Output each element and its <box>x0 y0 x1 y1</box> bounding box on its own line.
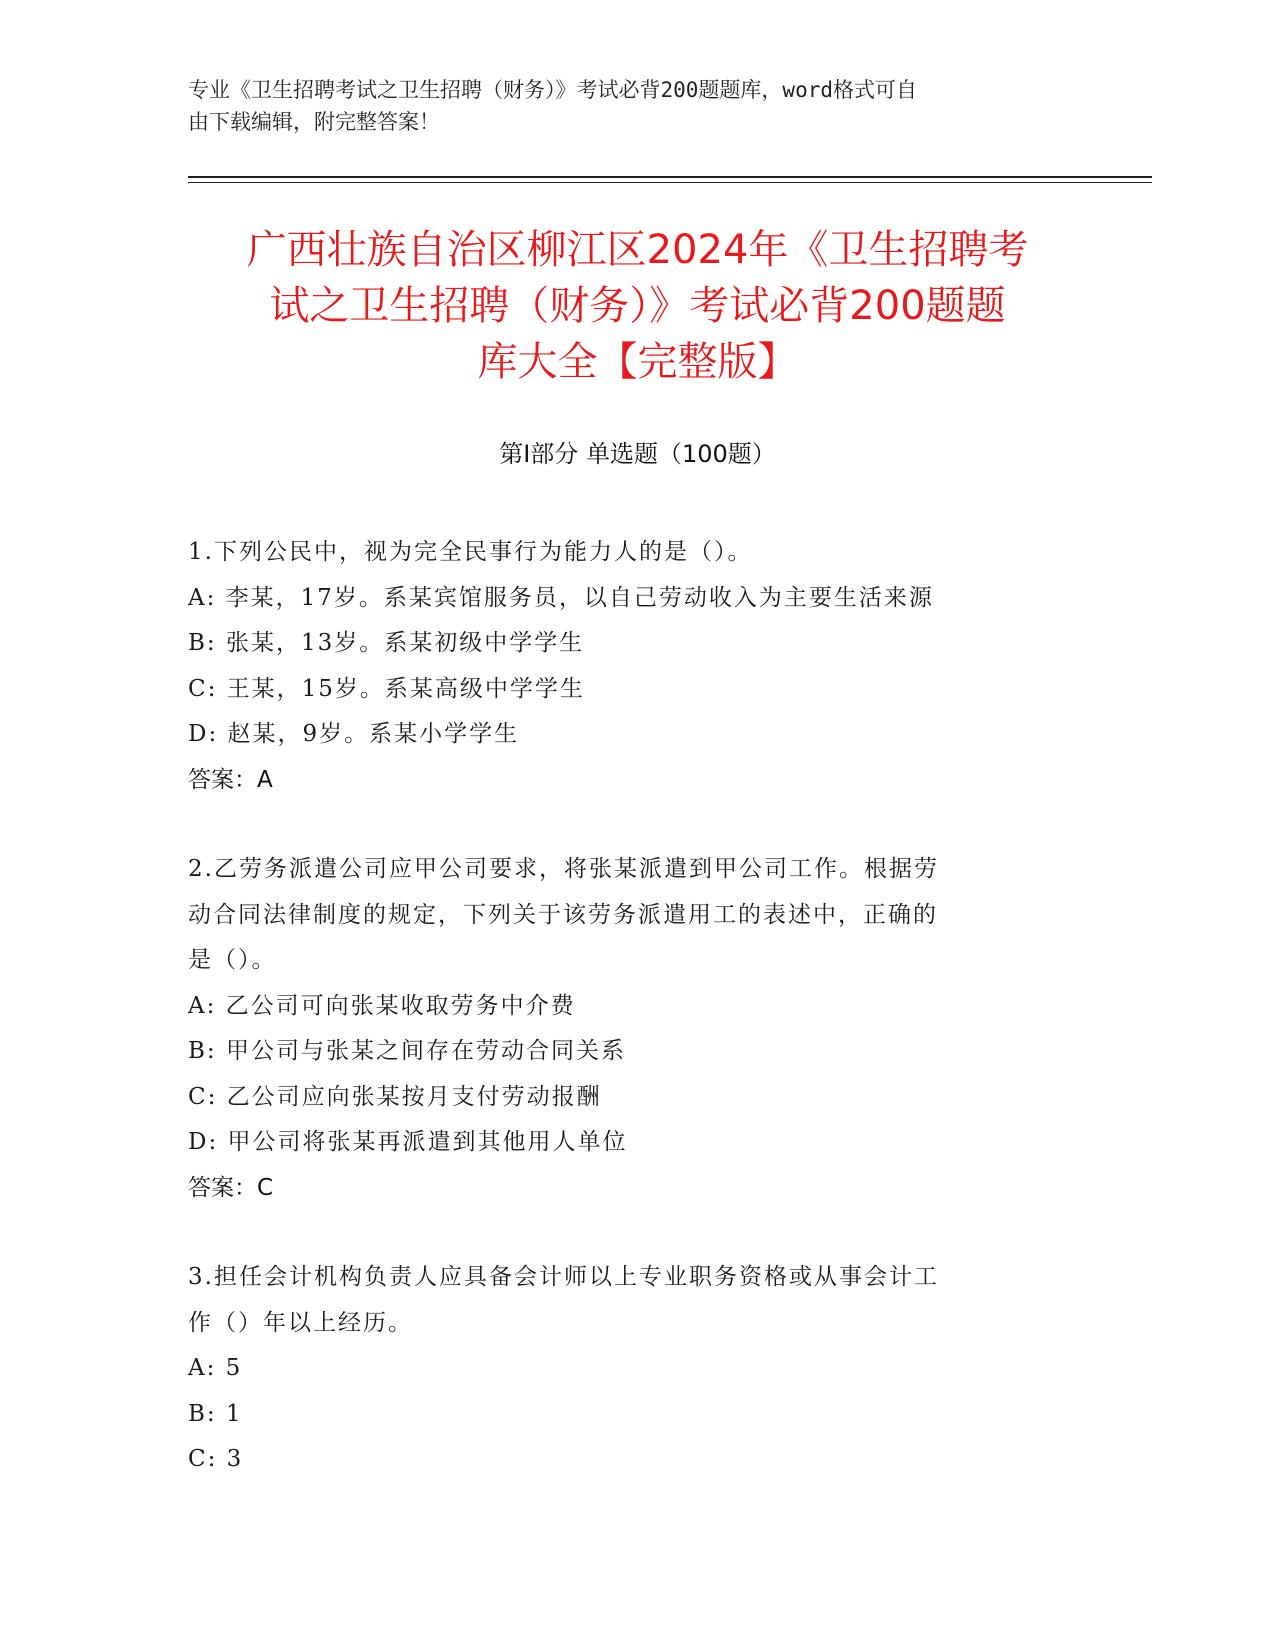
option-c: C: 王某，15岁。系某高级中学学生 <box>188 675 585 702</box>
option-a: A: 李某，17岁。系某宾馆服务员，以自己劳动收入为主要生活来源 <box>188 584 934 611</box>
question-stem: 1.下列公民中，视为完全民事行为能力人的是（）。 <box>188 539 753 565</box>
option-d: D: 甲公司将张某再派遣到其他用人单位 <box>188 1129 628 1155</box>
option-d: D: 赵某，9岁。系某小学学生 <box>188 721 520 747</box>
title-line-1: 广西壮族自治区柳江区2024年《卫生招聘考 <box>246 227 1029 273</box>
question-stem-line-1: 2.乙劳务派遣公司应甲公司要求，将张某派遣到甲公司工作。根据劳 <box>188 856 939 882</box>
question-list <box>188 530 1068 1527</box>
header-note-line-1: 专业《卫生招聘考试之卫生招聘（财务）》考试必背200题题库，word格式可自 <box>188 78 917 102</box>
answer-label: 答案：C <box>188 1174 274 1201</box>
header-divider-thick <box>188 176 1152 178</box>
header-note-line-2: 由下载编辑，附完整答案！ <box>188 110 440 134</box>
title-line-2: 试之卫生招聘（财务）》考试必背200题题 <box>269 283 1006 329</box>
option-b: B: 张某，13岁。系某初级中学学生 <box>188 630 585 656</box>
question-1 <box>188 530 1068 803</box>
header-divider-thin <box>188 182 1152 183</box>
option-b: B: 甲公司与张某之间存在劳动合同关系 <box>188 1038 626 1064</box>
document-header-note <box>188 74 1068 138</box>
question-stem-line-2: 作（）年以上经历。 <box>188 1309 413 1336</box>
title-line-3: 库大全【完整版】 <box>477 339 798 385</box>
question-stem-line-1: 3.担任会计机构负责人应具备会计师以上专业职务资格或从事会计工 <box>188 1264 939 1290</box>
document-title <box>170 222 1105 390</box>
answer-label: 答案：A <box>188 766 273 793</box>
option-a: A: 5 <box>188 1355 243 1381</box>
question-2 <box>188 847 1068 1211</box>
question-stem-line-3: 是（）。 <box>188 947 277 973</box>
section-heading: 第Ⅰ部分 单选题（100题） <box>499 440 776 468</box>
question-stem-line-2: 动合同法律制度的规定，下列关于该劳务派遣用工的表述中，正确的 <box>188 901 938 928</box>
option-b: B: 1 <box>188 1400 243 1427</box>
option-a: A: 乙公司可向张某收取劳务中介费 <box>188 992 576 1019</box>
option-c: C: 乙公司应向张某按月支付劳动报酬 <box>188 1083 602 1110</box>
option-c: C: 3 <box>188 1446 244 1472</box>
question-3 <box>188 1255 1068 1483</box>
